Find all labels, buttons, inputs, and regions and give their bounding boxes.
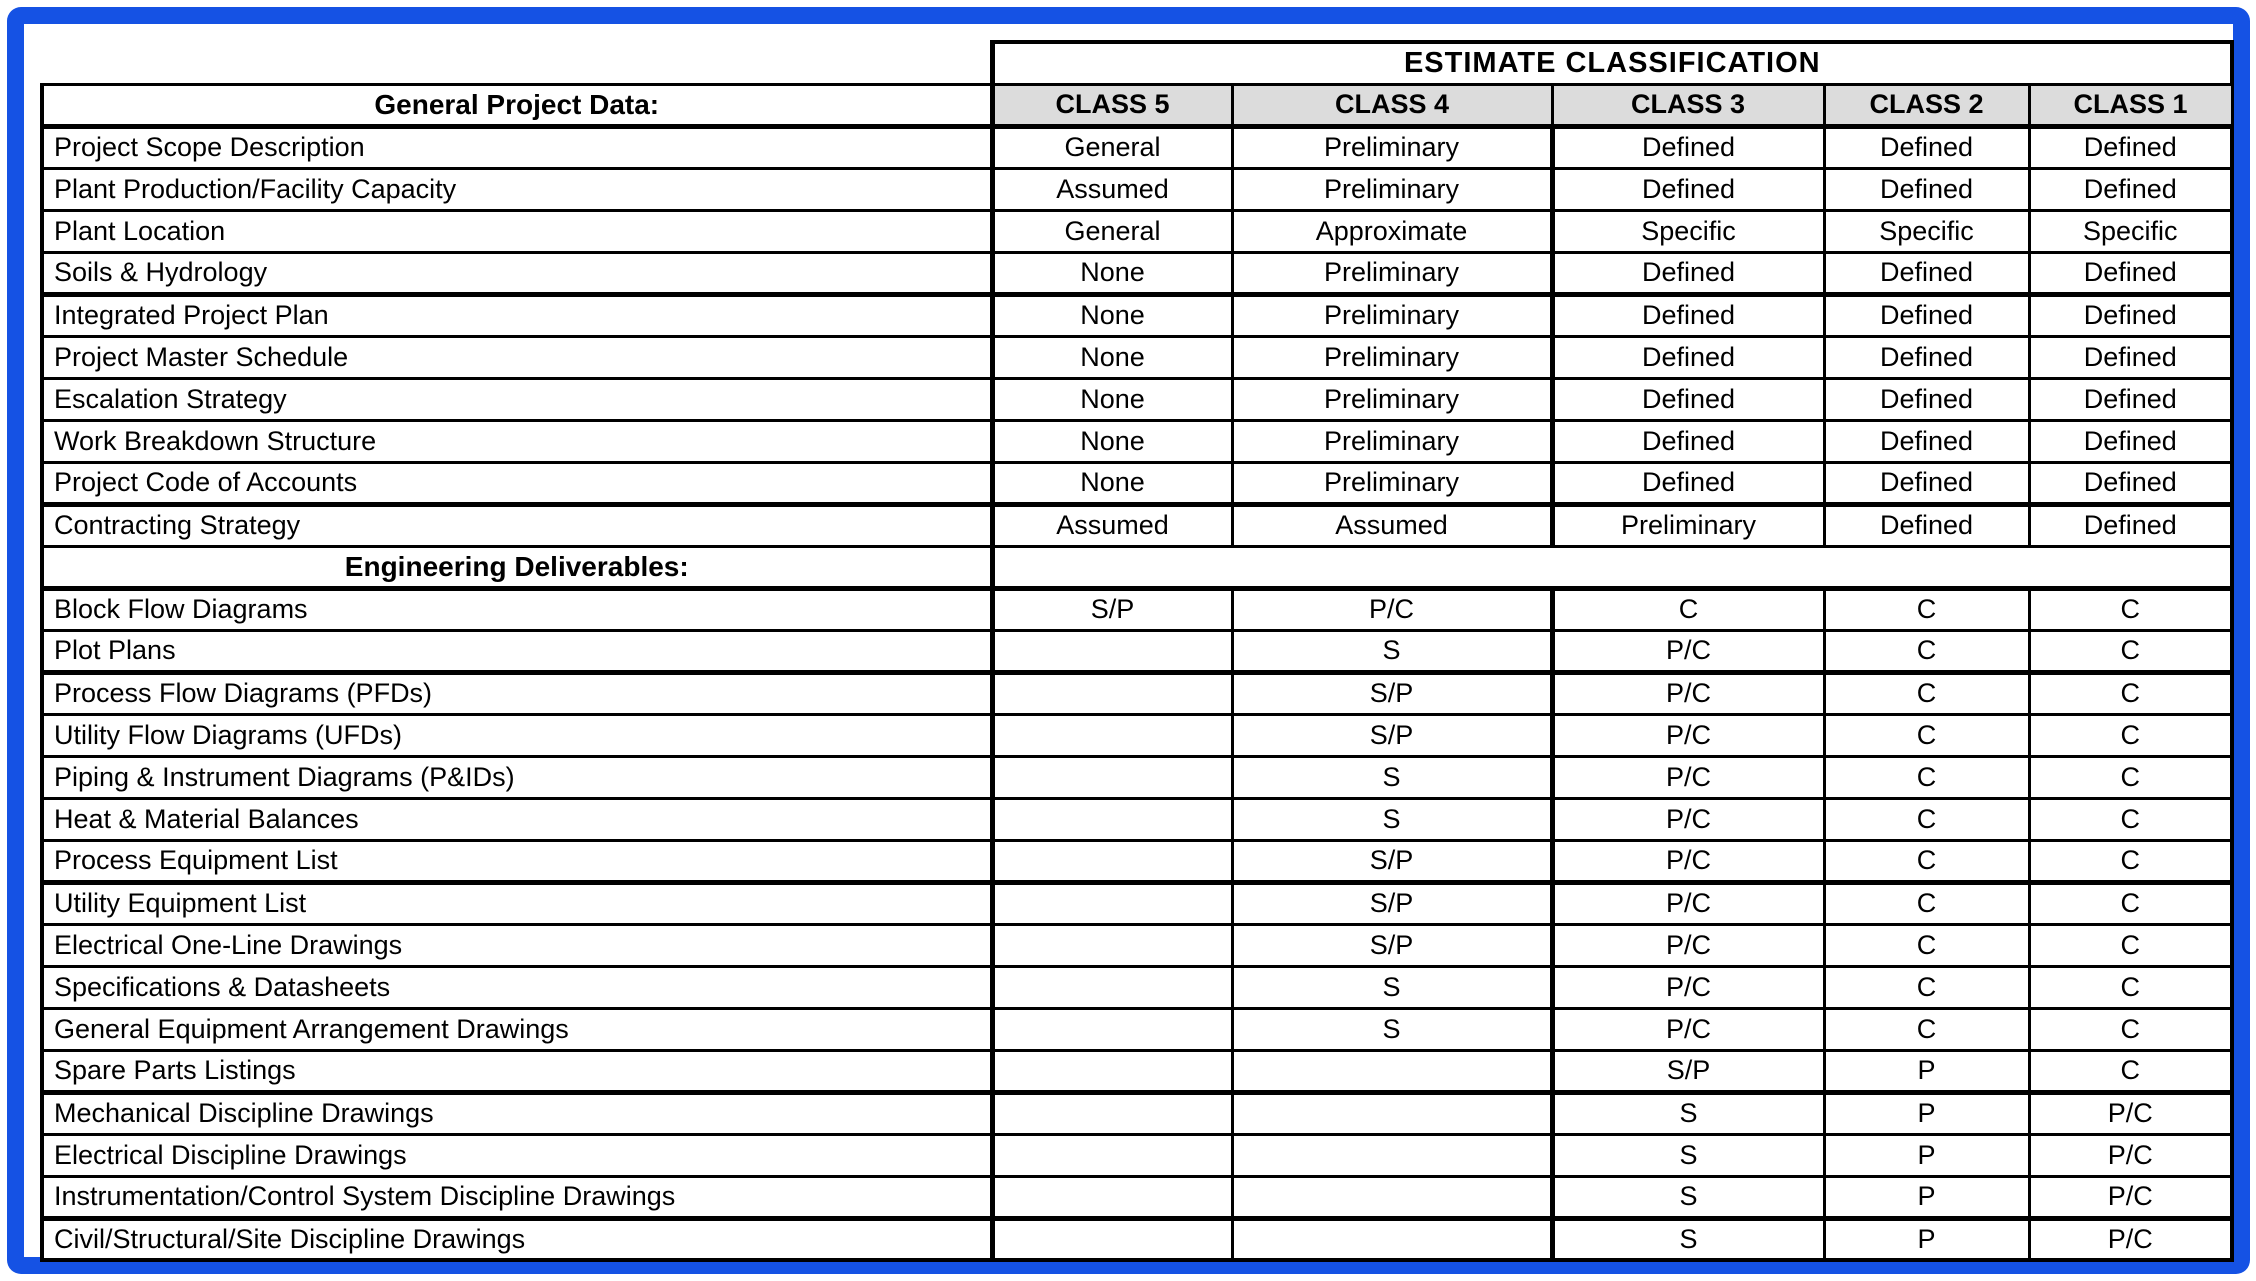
row-value-class-5	[992, 966, 1232, 1008]
table-row	[42, 336, 2232, 378]
table-row	[42, 1176, 2232, 1218]
row-value-class-4	[1232, 1176, 1552, 1218]
row-value-class-5	[992, 1134, 1232, 1176]
row-label: Work Breakdown Structure	[42, 420, 992, 462]
row-value-class-2: C	[1824, 1008, 2029, 1050]
corner-spacer	[42, 42, 992, 84]
row-value-class-3: P/C	[1552, 630, 1824, 672]
row-label: General Equipment Arrangement Drawings	[42, 1008, 992, 1050]
row-value-class-1: C	[2029, 1050, 2232, 1092]
engineering-deliverables-header: Engineering Deliverables:	[42, 546, 992, 588]
table-row	[42, 1092, 2232, 1134]
row-label: Spare Parts Listings	[42, 1050, 992, 1092]
row-label: Contracting Strategy	[42, 504, 992, 546]
row-value-class-3: Preliminary	[1552, 504, 1824, 546]
row-label: Mechanical Discipline Drawings	[42, 1092, 992, 1134]
row-value-class-2: Defined	[1824, 126, 2029, 168]
row-value-class-5	[992, 1008, 1232, 1050]
row-value-class-3: Defined	[1552, 336, 1824, 378]
row-value-class-1: Defined	[2029, 294, 2232, 336]
row-value-class-2: C	[1824, 882, 2029, 924]
row-value-class-2: C	[1824, 924, 2029, 966]
table-row	[42, 924, 2232, 966]
row-value-class-4	[1232, 1092, 1552, 1134]
row-value-class-1: Specific	[2029, 210, 2232, 252]
estimate-classification-table	[40, 40, 2234, 1262]
row-value-class-4: Assumed	[1232, 504, 1552, 546]
table-row	[42, 462, 2232, 504]
row-label: Soils & Hydrology	[42, 252, 992, 294]
row-value-class-2: Defined	[1824, 168, 2029, 210]
estimate-classification-title: ESTIMATE CLASSIFICATION	[992, 42, 2232, 84]
row-value-class-5: None	[992, 462, 1232, 504]
row-value-class-5: S/P	[992, 588, 1232, 630]
row-value-class-4: S	[1232, 756, 1552, 798]
row-value-class-2: Specific	[1824, 210, 2029, 252]
row-value-class-2: C	[1824, 756, 2029, 798]
table-row	[42, 378, 2232, 420]
table-row	[42, 588, 2232, 630]
row-value-class-3: P/C	[1552, 966, 1824, 1008]
row-value-class-5	[992, 1218, 1232, 1260]
row-value-class-4: Preliminary	[1232, 336, 1552, 378]
row-value-class-3: P/C	[1552, 798, 1824, 840]
row-value-class-3: Specific	[1552, 210, 1824, 252]
table-row	[42, 840, 2232, 882]
row-value-class-5	[992, 798, 1232, 840]
row-value-class-3: P/C	[1552, 840, 1824, 882]
table-row	[42, 420, 2232, 462]
class-2-header: CLASS 2	[1824, 84, 2029, 126]
table-row	[42, 168, 2232, 210]
row-value-class-5: Assumed	[992, 504, 1232, 546]
row-value-class-4: Preliminary	[1232, 294, 1552, 336]
row-value-class-2: P	[1824, 1176, 2029, 1218]
row-value-class-2: Defined	[1824, 462, 2029, 504]
table-row	[42, 1008, 2232, 1050]
row-value-class-3: Defined	[1552, 126, 1824, 168]
row-value-class-4: S/P	[1232, 714, 1552, 756]
row-value-class-2: Defined	[1824, 336, 2029, 378]
row-value-class-5: None	[992, 294, 1232, 336]
row-value-class-1: Defined	[2029, 462, 2232, 504]
row-value-class-3: S	[1552, 1176, 1824, 1218]
row-label: Piping & Instrument Diagrams (P&IDs)	[42, 756, 992, 798]
table-row	[42, 672, 2232, 714]
row-label: Plant Production/Facility Capacity	[42, 168, 992, 210]
row-value-class-1: C	[2029, 840, 2232, 882]
table-body	[42, 126, 2232, 1260]
row-value-class-5: General	[992, 126, 1232, 168]
row-value-class-1: C	[2029, 966, 2232, 1008]
row-value-class-1: C	[2029, 630, 2232, 672]
row-value-class-2: C	[1824, 630, 2029, 672]
row-value-class-2: Defined	[1824, 378, 2029, 420]
table-row	[42, 1050, 2232, 1092]
table-row	[42, 252, 2232, 294]
row-value-class-1: P/C	[2029, 1218, 2232, 1260]
row-label: Plant Location	[42, 210, 992, 252]
row-value-class-1: C	[2029, 756, 2232, 798]
row-value-class-1: Defined	[2029, 168, 2232, 210]
table-row	[42, 504, 2232, 546]
row-value-class-5: None	[992, 378, 1232, 420]
row-value-class-1: Defined	[2029, 126, 2232, 168]
row-value-class-1: C	[2029, 798, 2232, 840]
row-label: Integrated Project Plan	[42, 294, 992, 336]
row-value-class-2: Defined	[1824, 504, 2029, 546]
general-project-data-header: General Project Data:	[42, 84, 992, 126]
table-row	[42, 126, 2232, 168]
row-value-class-4	[1232, 1218, 1552, 1260]
table-row	[42, 630, 2232, 672]
table-row	[42, 714, 2232, 756]
table-row	[42, 294, 2232, 336]
row-value-class-5	[992, 756, 1232, 798]
row-value-class-2: P	[1824, 1092, 2029, 1134]
row-value-class-1: Defined	[2029, 252, 2232, 294]
row-value-class-5	[992, 672, 1232, 714]
row-value-class-1: P/C	[2029, 1092, 2232, 1134]
row-value-class-3: S/P	[1552, 1050, 1824, 1092]
class-3-header: CLASS 3	[1552, 84, 1824, 126]
row-value-class-4: S	[1232, 798, 1552, 840]
row-value-class-4: Preliminary	[1232, 126, 1552, 168]
row-value-class-2: C	[1824, 588, 2029, 630]
table-row	[42, 1218, 2232, 1260]
row-value-class-1: C	[2029, 672, 2232, 714]
row-value-class-1: C	[2029, 588, 2232, 630]
row-value-class-2: Defined	[1824, 252, 2029, 294]
row-value-class-3: Defined	[1552, 378, 1824, 420]
row-value-class-3: Defined	[1552, 420, 1824, 462]
row-value-class-4: S	[1232, 966, 1552, 1008]
row-value-class-1: P/C	[2029, 1176, 2232, 1218]
class-header-row	[42, 84, 2232, 126]
row-value-class-4: S/P	[1232, 924, 1552, 966]
row-value-class-1: Defined	[2029, 378, 2232, 420]
row-label: Escalation Strategy	[42, 378, 992, 420]
row-value-class-3: S	[1552, 1134, 1824, 1176]
row-value-class-2: C	[1824, 672, 2029, 714]
row-value-class-3: Defined	[1552, 294, 1824, 336]
row-value-class-5	[992, 1092, 1232, 1134]
row-value-class-3: Defined	[1552, 168, 1824, 210]
row-label: Project Code of Accounts	[42, 462, 992, 504]
row-value-class-5: None	[992, 252, 1232, 294]
row-label: Electrical Discipline Drawings	[42, 1134, 992, 1176]
row-label: Utility Flow Diagrams (UFDs)	[42, 714, 992, 756]
row-value-class-5	[992, 924, 1232, 966]
classification-title-row	[42, 42, 2232, 84]
row-value-class-4: Preliminary	[1232, 378, 1552, 420]
row-value-class-4: S/P	[1232, 840, 1552, 882]
row-value-class-1: Defined	[2029, 336, 2232, 378]
row-label: Project Master Schedule	[42, 336, 992, 378]
row-value-class-3: Defined	[1552, 252, 1824, 294]
row-value-class-4: Approximate	[1232, 210, 1552, 252]
row-value-class-4: Preliminary	[1232, 462, 1552, 504]
row-value-class-3: P/C	[1552, 1008, 1824, 1050]
row-value-class-4: S	[1232, 630, 1552, 672]
row-value-class-3: P/C	[1552, 882, 1824, 924]
row-label: Specifications & Datasheets	[42, 966, 992, 1008]
row-value-class-3: P/C	[1552, 756, 1824, 798]
row-value-class-1: Defined	[2029, 420, 2232, 462]
row-value-class-3: S	[1552, 1092, 1824, 1134]
row-value-class-4: S/P	[1232, 882, 1552, 924]
row-value-class-1: C	[2029, 1008, 2232, 1050]
row-label: Heat & Material Balances	[42, 798, 992, 840]
row-value-class-5	[992, 1176, 1232, 1218]
row-label: Project Scope Description	[42, 126, 992, 168]
row-value-class-2: C	[1824, 798, 2029, 840]
row-value-class-2: C	[1824, 840, 2029, 882]
row-label: Process Equipment List	[42, 840, 992, 882]
engineering-deliverables-span	[992, 546, 2232, 588]
row-value-class-5	[992, 630, 1232, 672]
row-value-class-3: Defined	[1552, 462, 1824, 504]
row-label: Block Flow Diagrams	[42, 588, 992, 630]
row-value-class-4: Preliminary	[1232, 168, 1552, 210]
row-value-class-1: C	[2029, 924, 2232, 966]
class-1-header: CLASS 1	[2029, 84, 2232, 126]
row-value-class-5: None	[992, 336, 1232, 378]
row-value-class-3: C	[1552, 588, 1824, 630]
row-value-class-3: P/C	[1552, 714, 1824, 756]
row-value-class-4: Preliminary	[1232, 420, 1552, 462]
row-value-class-5	[992, 1050, 1232, 1092]
row-value-class-2: Defined	[1824, 420, 2029, 462]
table-row	[42, 756, 2232, 798]
row-value-class-5: None	[992, 420, 1232, 462]
row-value-class-4	[1232, 1050, 1552, 1092]
row-value-class-2: C	[1824, 714, 2029, 756]
row-value-class-2: P	[1824, 1218, 2029, 1260]
row-label: Utility Equipment List	[42, 882, 992, 924]
row-value-class-2: Defined	[1824, 294, 2029, 336]
row-value-class-5	[992, 714, 1232, 756]
row-value-class-4: S	[1232, 1008, 1552, 1050]
row-value-class-5: Assumed	[992, 168, 1232, 210]
engineering-deliverables-header-row	[42, 546, 2232, 588]
row-value-class-5	[992, 882, 1232, 924]
row-value-class-5: General	[992, 210, 1232, 252]
row-value-class-1: Defined	[2029, 504, 2232, 546]
row-value-class-2: P	[1824, 1050, 2029, 1092]
row-value-class-3: P/C	[1552, 924, 1824, 966]
table-row	[42, 966, 2232, 1008]
row-value-class-4: P/C	[1232, 588, 1552, 630]
row-value-class-3: P/C	[1552, 672, 1824, 714]
row-value-class-4	[1232, 1134, 1552, 1176]
row-value-class-1: C	[2029, 714, 2232, 756]
row-value-class-4: S/P	[1232, 672, 1552, 714]
table-row	[42, 210, 2232, 252]
row-label: Civil/Structural/Site Discipline Drawings	[42, 1218, 992, 1260]
row-label: Plot Plans	[42, 630, 992, 672]
row-value-class-2: C	[1824, 966, 2029, 1008]
table-row	[42, 1134, 2232, 1176]
row-label: Instrumentation/Control System Discipline Drawings	[42, 1176, 992, 1218]
row-label: Process Flow Diagrams (PFDs)	[42, 672, 992, 714]
row-value-class-5	[992, 840, 1232, 882]
class-4-header: CLASS 4	[1232, 84, 1552, 126]
row-label: Electrical One-Line Drawings	[42, 924, 992, 966]
table-row	[42, 882, 2232, 924]
row-value-class-1: C	[2029, 882, 2232, 924]
row-value-class-2: P	[1824, 1134, 2029, 1176]
row-value-class-1: P/C	[2029, 1134, 2232, 1176]
row-value-class-3: S	[1552, 1218, 1824, 1260]
row-value-class-4: Preliminary	[1232, 252, 1552, 294]
table-row	[42, 798, 2232, 840]
class-5-header: CLASS 5	[992, 84, 1232, 126]
